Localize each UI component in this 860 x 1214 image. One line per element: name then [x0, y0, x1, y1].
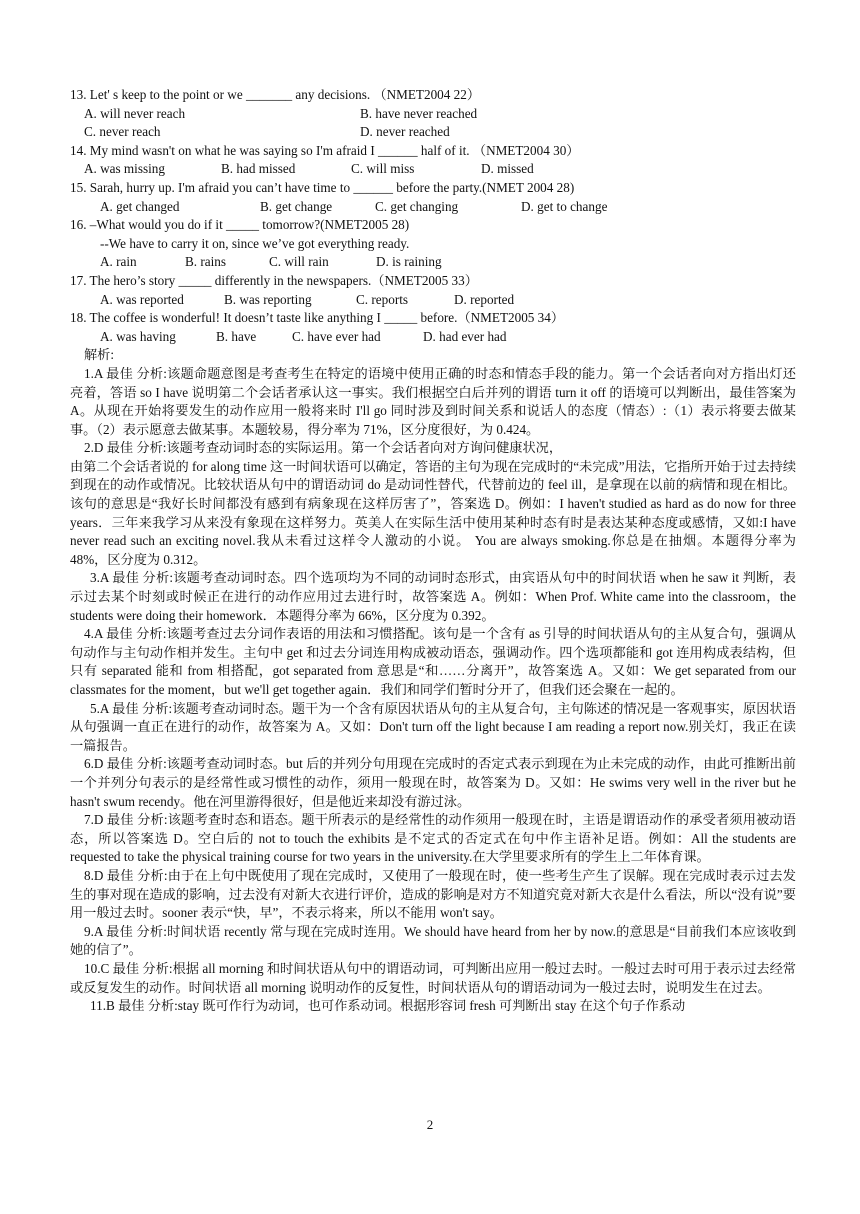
option-b: B. get change	[260, 198, 333, 214]
question-15-stem: 15. Sarah, hurry up. I'm afraid you can’t have time to ______ before the party.(NMET 2004 28)	[70, 179, 575, 195]
question-16-stem: 16. –What would you do if it _____ tomorrow?(NMET2005 28)	[70, 217, 410, 233]
question-13-stem: 13. Let' s keep to the point or we _______ any decisions. （NMET2004 22）	[70, 87, 481, 102]
analysis-item-4: 4.A 最佳 分析:该题考查过去分词作表语的用法和习惯搭配。该句是一个含有 as 引导的时间状语从句的主从复合句，强调从句动作与主句动作相并发生。主句中 get 和过去分词连用构成被动语态，强调动作。四个选项都能和 got 连用构成表结构，但只有 separated 能和 from 相搭配，got separated from 意思是“和……分离开”，故答案选 A。又如：We get separated from our classmates for the moment，but we'll get together again．我们和同学们暂时分开了，但我们还会聚在一起的。	[70, 626, 796, 697]
option-d: D. had ever had	[423, 328, 507, 344]
analysis-item-10: 10.C 最佳 分析:根据 all morning 和时间状语从句中的谓语动词，可判断出应用一般过去时。一般过去时可用于表示过去经常或反复发生的动作。时间状语 all morning 说明动作的反复性，时间状语从句的谓语动词为一般过去时，说明发生在过去。	[70, 960, 796, 995]
question-15-options	[70, 198, 796, 217]
question-17-options	[70, 291, 796, 310]
question-13-options-row1	[70, 105, 796, 124]
document-page	[70, 86, 796, 1016]
page-number: 2	[426, 1117, 434, 1132]
question-18-options	[70, 328, 796, 347]
analysis-item-1: 1.A 最佳 分析:该题命题意图是考查考生在特定的语境中使用正确的时态和情态手段的能力。第一个会话者向对方指出灯还亮着，答语 so I have 说明第二个会话者承认这一事实。我们根据空白后并列的谓语 turn it off 的语境可以判断出，最佳答案为 A。从现在开始将要发生的动作应用一般将来时 I'll go 同时涉及到时间关系和说话人的态度（情态）:（1）表示将要去做某事。（2）表示愿意去做某事。本题较易，得分率为 71%，区分度很好，为 0.424。	[70, 365, 796, 437]
analysis-item-2-continued: 由第二个会话者说的 for along time 这一时间状语可以确定，答语的主句为现在完成时的“未完成”用法，它指所开始于过去持续到现在的动作或情况。比较状语从句中的谓语动词 do 是动词性替代，代替前边的 feel ill，是拿现在以前的病情和现在相比。该句的意思是“我好长时间都没有感到有病象现在这样厉害了”，答案选 D。例如：I haven't studied as hard as do now for three years．三年来我学习从来没有象现在这样努力。英美人在实际生活中使用某种时态有时是表达某种态度或感情，又如:I have never read such an exciting novel.我从未看过这样令人激动的小说。 You are always smoking.你总是在抽烟。本题得分率为 48%，区分度为 0.312。	[70, 458, 797, 567]
option-d: D. missed	[481, 161, 534, 177]
option-d: D. get to change	[521, 198, 608, 214]
option-b: B. rains	[185, 254, 227, 270]
option-a: A. was having	[100, 328, 176, 344]
option-a: A. rain	[100, 254, 137, 270]
option-b: B. have	[216, 328, 257, 344]
option-b: B. was reporting	[224, 291, 312, 307]
question-17-stem: 17. The hero’s story _____ differently in the newspapers.（NMET2005 33）	[70, 272, 478, 288]
question-16-options	[70, 253, 796, 272]
option-c: C. get changing	[375, 198, 459, 214]
option-a: A. will never reach	[84, 105, 186, 121]
analysis-item-11: 11.B 最佳 分析:stay 既可作行为动词，也可作系动词。根据形容词 fresh 可判断出 stay 在这个句子作系动	[90, 998, 686, 1014]
option-c: C. will rain	[269, 254, 329, 270]
question-13-options-row2	[70, 123, 796, 142]
option-c: C. will miss	[351, 161, 415, 177]
analysis-item-6: 6.D 最佳 分析:该题考查动词时态。but 后的并列分句用现在完成时的否定式表示到现在为止未完成的动作，由此可推断出前一个并列分句表示的是经常性或习惯性的动作，须用一般现在时，故答案为 D。又如：He swims very well in the river but he hasn't swum recendy。他在河里游得很好，但是他近来却没有游过泳。	[70, 756, 796, 809]
option-d: D. reported	[454, 291, 515, 307]
question-14-stem: 14. My mind wasn't on what he was saying so I'm afraid I ______ half of it. （NMET2004 30）	[70, 142, 580, 158]
option-b: B. have never reached	[360, 105, 478, 121]
question-16-reply: --We have to carry it on, since we’ve got everything ready.	[100, 235, 410, 251]
question-14-options	[70, 160, 796, 179]
question-18-stem: 18. The coffee is wonderful! It doesn’t taste like anything I _____ before.（NMET2005 34）	[70, 310, 565, 326]
option-c: C. never reach	[84, 124, 161, 140]
analysis-item-3: 3.A 最佳 分析:该题考查动词时态。四个选项均为不同的动词时态形式，由宾语从句中的时间状语 when he saw it 判断，表示过去某个时刻或时候正在进行的动作应用过去进行时，故答案选 A。例如：When Prof. White came into the classroom，the students were doing their homework．本题得分率为 66%，区分度为 0.392。	[70, 570, 796, 623]
option-d: D. never reached	[360, 124, 450, 140]
option-a: A. was missing	[84, 161, 165, 177]
analysis-item-8: 8.D 最佳 分析:由于在上句中既使用了现在完成时，又使用了一般现在时，使一些考生产生了误解。现在完成时表示过去发生的事对现在造成的影响，过去没有对新大衣进行评价，造成的影响是对方不知道究竟对新大衣是什么看法，所以“没有说”要用一般过去时。sooner 表示“快，早”，不表示将来，所以不能用 won't say。	[70, 867, 796, 921]
analysis-item-9: 9.A 最佳 分析:时间状语 recently 常与现在完成时连用。We should have heard from her by now.的意思是“目前我们本应该收到她的信了”。	[70, 923, 796, 958]
option-d: D. is raining	[376, 254, 442, 270]
analysis-item-7: 7.D 最佳 分析:该题考查时态和语态。题干所表示的是经常性的动作须用一般现在时，主语是谓语动作的承受者须用被动语态，所以答案选 D。空白后的 not to touch the exhibits 是不定式的否定式在句中作主语补足语。例如：All the students are requested to take the physical training course for two years in the university.在大学里要求所有的学生上二年体育课。	[70, 812, 796, 865]
analysis-heading: 解析:	[84, 347, 115, 363]
option-c: C. reports	[356, 291, 409, 307]
option-a: A. was reported	[100, 291, 184, 307]
analysis-item-5: 5.A 最佳 分析:该题考查动词时态。题干为一个含有原因状语从句的主从复合句，主句陈述的情况是一客观事实，原因状语从句强调一直正在进行的动作，故答案为 A。又如：Don't turn off the light because I am reading a report now.别关灯，我正在读一篇报告。	[70, 700, 796, 753]
option-c: C. have ever had	[292, 328, 381, 344]
option-b: B. had missed	[221, 161, 296, 177]
analysis-item-2: 2.D 最佳 分析:该题考查动词时态的实际运用。第一个会话者向对方询问健康状况，	[84, 440, 563, 456]
option-a: A. get changed	[100, 198, 180, 214]
